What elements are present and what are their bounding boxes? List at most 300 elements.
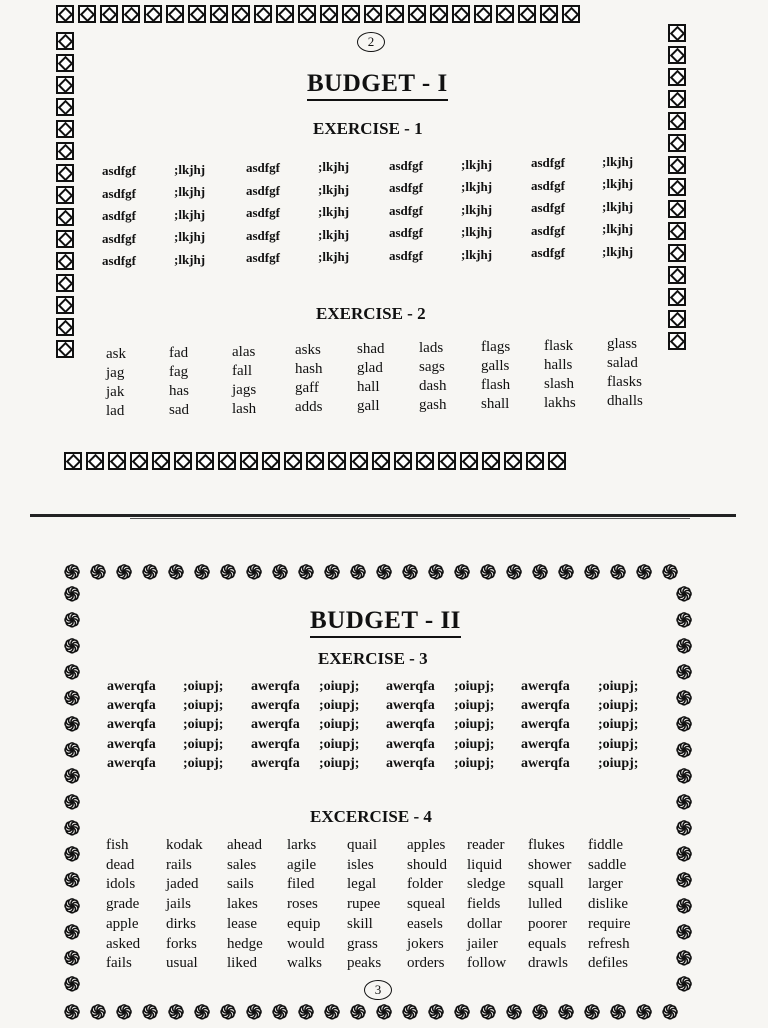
swirl-tile: ֍ bbox=[297, 1000, 315, 1024]
word: ;oiupj; bbox=[319, 717, 360, 733]
swirl-tile: ֍ bbox=[349, 560, 367, 584]
ornament-tile bbox=[438, 452, 456, 470]
word: ;oiupj; bbox=[183, 717, 224, 733]
swirl-tile: ֍ bbox=[479, 1000, 497, 1024]
word: ;oiupj; bbox=[319, 736, 360, 752]
swirl-tile: ֍ bbox=[323, 560, 341, 584]
swirl-tile: ֍ bbox=[349, 1000, 367, 1024]
word: fiddle bbox=[588, 837, 623, 853]
word: ;lkjhj bbox=[602, 221, 634, 237]
word: asdfgf bbox=[102, 230, 136, 246]
word: adds bbox=[295, 399, 323, 416]
word: ;lkjhj bbox=[318, 159, 350, 175]
word: awerqfa bbox=[521, 698, 570, 714]
word: fields bbox=[467, 896, 501, 913]
word: awerqfa bbox=[251, 755, 300, 771]
ornament-tile bbox=[386, 5, 404, 23]
word: asdfgf bbox=[389, 247, 423, 263]
ornament-tile bbox=[196, 452, 214, 470]
ornament-tile bbox=[56, 76, 74, 94]
ornament-tile bbox=[306, 452, 324, 470]
swirl-tile: ֍ bbox=[63, 816, 81, 840]
ornament-tile bbox=[668, 310, 686, 328]
word: defiles bbox=[588, 955, 628, 972]
word: ;lkjhj bbox=[461, 224, 493, 239]
ornament-tile bbox=[276, 5, 294, 23]
word: lash bbox=[232, 400, 257, 417]
ornament-tile bbox=[416, 452, 434, 470]
word: sales bbox=[227, 856, 257, 873]
ornament-tile bbox=[668, 112, 686, 130]
ornament-tile bbox=[394, 452, 412, 470]
word: ;lkjhj bbox=[318, 226, 350, 242]
word: asdfgf bbox=[531, 222, 565, 238]
word: fag bbox=[169, 363, 189, 380]
word: asdfgf bbox=[246, 250, 280, 266]
ornament-tile bbox=[56, 5, 74, 23]
swirl-tile: ֍ bbox=[271, 560, 289, 584]
word: lakes bbox=[227, 896, 258, 913]
swirl-tile: ֍ bbox=[531, 560, 549, 584]
exercise-3-title: EXERCISE - 3 bbox=[318, 649, 428, 668]
ornament-tile bbox=[56, 318, 74, 336]
word: awerqfa bbox=[107, 755, 156, 771]
ornament-tile bbox=[56, 32, 74, 50]
word: awerqfa bbox=[386, 679, 435, 694]
ornament-tile bbox=[668, 244, 686, 262]
word: awerqfa bbox=[107, 717, 156, 733]
word: awerqfa bbox=[521, 679, 570, 694]
word: has bbox=[169, 382, 189, 399]
swirl-tile: ֍ bbox=[219, 560, 237, 584]
swirl-tile: ֍ bbox=[635, 560, 653, 584]
word: salad bbox=[607, 355, 638, 372]
swirl-tile: ֍ bbox=[609, 1000, 627, 1024]
word: awerqfa bbox=[386, 698, 435, 714]
word: awerqfa bbox=[521, 755, 570, 771]
ornament-tile bbox=[668, 46, 686, 64]
swirl-tile: ֍ bbox=[675, 920, 693, 944]
word: ;oiupj; bbox=[319, 698, 360, 714]
word: asdfgf bbox=[389, 157, 423, 173]
swirl-tile: ֍ bbox=[661, 560, 679, 584]
swirl-tile: ֍ bbox=[323, 1000, 341, 1024]
word: asdfgf bbox=[389, 202, 423, 218]
ornament-tile bbox=[56, 340, 74, 358]
word: liked bbox=[227, 955, 257, 972]
page-divider-shadow bbox=[130, 518, 690, 519]
ornament-tile bbox=[100, 5, 118, 23]
ornament-tile bbox=[342, 5, 360, 23]
swirl-tile: ֍ bbox=[479, 560, 497, 584]
ornament-tile bbox=[78, 5, 96, 23]
word: asdfgf bbox=[389, 180, 423, 196]
word: grade bbox=[106, 896, 140, 913]
swirl-tile: ֍ bbox=[63, 790, 81, 814]
ornament-tile bbox=[298, 5, 316, 23]
swirl-tile: ֍ bbox=[675, 608, 693, 632]
word: quail bbox=[347, 837, 377, 853]
ornament-tile bbox=[474, 5, 492, 23]
swirl-tile: ֍ bbox=[89, 560, 107, 584]
word: drawls bbox=[528, 955, 568, 972]
swirl-tile: ֍ bbox=[675, 868, 693, 892]
word: lads bbox=[419, 340, 444, 356]
swirl-tile: ֍ bbox=[583, 560, 601, 584]
ornament-tile bbox=[668, 90, 686, 108]
word: awerqfa bbox=[521, 736, 570, 752]
ornament-tile bbox=[562, 5, 580, 23]
word: agile bbox=[287, 856, 317, 873]
ornament-tile bbox=[240, 452, 258, 470]
word: sails bbox=[227, 876, 254, 893]
word: ahead bbox=[227, 837, 262, 853]
swirl-tile: ֍ bbox=[63, 972, 81, 996]
swirl-tile: ֍ bbox=[401, 1000, 419, 1024]
word: legal bbox=[347, 876, 377, 893]
ornament-tile bbox=[518, 5, 536, 23]
ornament-tile bbox=[188, 5, 206, 23]
word: hall bbox=[357, 379, 380, 396]
word: skill bbox=[347, 915, 373, 932]
word: ;lkjhj bbox=[602, 176, 634, 192]
word: dollar bbox=[467, 915, 502, 932]
swirl-tile: ֍ bbox=[557, 560, 575, 584]
word: flasks bbox=[607, 374, 642, 391]
swirl-tile: ֍ bbox=[63, 560, 81, 584]
word: jailer bbox=[467, 935, 498, 952]
ornament-tile bbox=[122, 5, 140, 23]
exercise-2-title: EXERCISE - 2 bbox=[316, 304, 426, 323]
word: ;oiupj; bbox=[454, 755, 495, 771]
ornament-tile bbox=[262, 452, 280, 470]
word: slash bbox=[544, 375, 574, 392]
word: asdfgf bbox=[389, 225, 423, 241]
word: refresh bbox=[588, 935, 630, 952]
page-number: 2 bbox=[357, 32, 385, 52]
word: ;lkjhj bbox=[461, 201, 493, 217]
word: shad bbox=[357, 341, 385, 358]
swirl-tile: ֍ bbox=[661, 1000, 679, 1024]
swirl-tile: ֍ bbox=[141, 560, 159, 584]
page-number: 3 bbox=[364, 980, 392, 1000]
word: awerqfa bbox=[251, 679, 300, 694]
ornament-tile bbox=[56, 54, 74, 72]
word: ;oiupj; bbox=[319, 679, 360, 694]
word: asdfgf bbox=[102, 208, 136, 223]
word: galls bbox=[481, 357, 510, 374]
word: equip bbox=[287, 915, 321, 932]
swirl-tile: ֍ bbox=[63, 920, 81, 944]
ornament-tile bbox=[668, 24, 686, 42]
ornament-tile bbox=[496, 5, 514, 23]
word: follow bbox=[467, 955, 507, 972]
word: awerqfa bbox=[107, 679, 156, 694]
word: gash bbox=[419, 397, 447, 413]
swirl-tile: ֍ bbox=[675, 894, 693, 918]
swirl-tile: ֍ bbox=[609, 560, 627, 584]
swirl-tile: ֍ bbox=[505, 560, 523, 584]
word: ;oiupj; bbox=[454, 679, 495, 694]
word: ;lkjhj bbox=[318, 249, 350, 265]
word: sags bbox=[419, 359, 445, 375]
word: awerqfa bbox=[251, 717, 300, 733]
word: asdfgf bbox=[531, 245, 565, 261]
word: jaded bbox=[166, 876, 199, 893]
ornament-tile bbox=[668, 156, 686, 174]
word: asdfgf bbox=[246, 227, 280, 243]
swirl-tile: ֍ bbox=[141, 1000, 159, 1024]
word: ;oiupj; bbox=[183, 755, 224, 771]
word: asdfgf bbox=[246, 160, 280, 176]
word: filed bbox=[287, 876, 315, 893]
ornament-tile bbox=[284, 452, 302, 470]
word: sledge bbox=[467, 876, 506, 893]
word: saddle bbox=[588, 856, 627, 873]
swirl-tile: ֍ bbox=[401, 560, 419, 584]
swirl-tile: ֍ bbox=[675, 712, 693, 736]
word: glass bbox=[607, 336, 637, 353]
word: ;oiupj; bbox=[183, 736, 224, 752]
swirl-tile: ֍ bbox=[427, 1000, 445, 1024]
swirl-tile: ֍ bbox=[63, 608, 81, 632]
word: fish bbox=[106, 837, 129, 853]
word: halls bbox=[544, 356, 573, 373]
word: ask bbox=[106, 346, 126, 362]
ornament-tile bbox=[166, 5, 184, 23]
swirl-tile: ֍ bbox=[583, 1000, 601, 1024]
ornament-tile bbox=[668, 200, 686, 218]
word: awerqfa bbox=[251, 698, 300, 714]
word: ;lkjhj bbox=[174, 184, 206, 200]
exercise-1-title: EXERCISE - 1 bbox=[313, 119, 423, 138]
swirl-tile: ֍ bbox=[427, 560, 445, 584]
word: asks bbox=[295, 342, 321, 359]
swirl-tile: ֍ bbox=[675, 634, 693, 658]
ornament-tile bbox=[668, 332, 686, 350]
word: gaff bbox=[295, 380, 319, 397]
swirl-tile: ֍ bbox=[271, 1000, 289, 1024]
word: idols bbox=[106, 876, 136, 893]
swirl-tile: ֍ bbox=[245, 1000, 263, 1024]
word: ;oiupj; bbox=[183, 679, 224, 694]
ornament-tile bbox=[56, 274, 74, 292]
word: hash bbox=[295, 361, 323, 378]
swirl-tile: ֍ bbox=[63, 634, 81, 658]
swirl-tile: ֍ bbox=[167, 1000, 185, 1024]
swirl-border-left bbox=[62, 584, 88, 1000]
word: ;oiupj; bbox=[183, 698, 224, 714]
word: asdfgf bbox=[531, 155, 565, 171]
ornament-tile bbox=[174, 452, 192, 470]
swirl-tile: ֍ bbox=[63, 660, 81, 684]
ornament-tile bbox=[108, 452, 126, 470]
ornament-tile bbox=[350, 452, 368, 470]
word: fad bbox=[169, 344, 189, 361]
swirl-tile: ֍ bbox=[675, 764, 693, 788]
word: ;lkjhj bbox=[602, 243, 634, 259]
word: ;oiupj; bbox=[598, 755, 639, 771]
word: awerqfa bbox=[521, 717, 570, 733]
ornament-tile bbox=[668, 266, 686, 284]
ornament-tile bbox=[504, 452, 522, 470]
word: ;oiupj; bbox=[598, 698, 639, 714]
swirl-tile: ֍ bbox=[63, 764, 81, 788]
swirl-tile: ֍ bbox=[453, 560, 471, 584]
ornament-tile bbox=[668, 178, 686, 196]
word: ;oiupj; bbox=[454, 698, 495, 714]
ornament-tile bbox=[668, 134, 686, 152]
word: asdfgf bbox=[246, 182, 280, 198]
swirl-tile: ֍ bbox=[63, 946, 81, 970]
word: ;lkjhj bbox=[174, 206, 206, 222]
word: lease bbox=[227, 915, 257, 932]
ornament-tile bbox=[548, 452, 566, 470]
word: rails bbox=[166, 856, 192, 873]
swirl-tile: ֍ bbox=[297, 560, 315, 584]
swirl-tile: ֍ bbox=[675, 842, 693, 866]
word: ;oiupj; bbox=[454, 736, 495, 752]
word: forks bbox=[166, 935, 197, 952]
word: larks bbox=[287, 837, 317, 853]
swirl-tile: ֍ bbox=[375, 560, 393, 584]
word: sad bbox=[169, 401, 189, 418]
swirl-tile: ֍ bbox=[531, 1000, 549, 1024]
ornament-tile bbox=[64, 452, 82, 470]
word: hedge bbox=[227, 935, 263, 952]
word: asdfgf bbox=[102, 185, 136, 201]
word: ;lkjhj bbox=[318, 204, 350, 220]
word: jails bbox=[166, 896, 191, 913]
word: dhalls bbox=[607, 393, 643, 410]
word: would bbox=[287, 935, 325, 952]
swirl-tile: ֍ bbox=[63, 686, 81, 710]
ornament-tile bbox=[56, 164, 74, 182]
ornament-tile bbox=[210, 5, 228, 23]
swirl-tile: ֍ bbox=[675, 686, 693, 710]
word: fails bbox=[106, 955, 132, 972]
word: ;lkjhj bbox=[602, 153, 634, 169]
ornament-border-right bbox=[668, 24, 690, 354]
word: grass bbox=[347, 935, 378, 952]
word: kodak bbox=[166, 837, 203, 853]
word: isles bbox=[347, 856, 374, 873]
ornament-tile bbox=[56, 252, 74, 270]
ornament-tile bbox=[144, 5, 162, 23]
ornament-tile bbox=[56, 296, 74, 314]
word: jags bbox=[232, 381, 257, 398]
ornament-border-top bbox=[56, 5, 584, 27]
swirl-tile: ֍ bbox=[675, 582, 693, 606]
ornament-tile bbox=[372, 452, 390, 470]
word: lulled bbox=[528, 896, 563, 913]
word: peaks bbox=[347, 955, 382, 972]
word: roses bbox=[287, 896, 318, 913]
ornament-tile bbox=[56, 208, 74, 226]
word: poorer bbox=[528, 915, 568, 932]
word: ;lkjhj bbox=[174, 251, 206, 267]
swirl-tile: ֍ bbox=[635, 1000, 653, 1024]
ornament-tile bbox=[218, 452, 236, 470]
swirl-tile: ֍ bbox=[505, 1000, 523, 1024]
word: liquid bbox=[467, 856, 503, 873]
ornament-tile bbox=[668, 288, 686, 306]
ornament-tile bbox=[254, 5, 272, 23]
word: ;lkjhj bbox=[461, 179, 493, 194]
ornament-tile bbox=[56, 186, 74, 204]
word: awerqfa bbox=[386, 717, 435, 733]
word: ;lkjhj bbox=[318, 181, 350, 197]
word: alas bbox=[232, 343, 256, 360]
swirl-tile: ֍ bbox=[63, 582, 81, 606]
page-divider bbox=[30, 514, 736, 517]
swirl-tile: ֍ bbox=[675, 790, 693, 814]
swirl-tile: ֍ bbox=[675, 816, 693, 840]
ornament-tile bbox=[56, 142, 74, 160]
swirl-border-top bbox=[62, 562, 686, 588]
word: ;oiupj; bbox=[454, 717, 495, 733]
word: jokers bbox=[407, 935, 444, 952]
word: flags bbox=[481, 338, 511, 355]
ornament-tile bbox=[452, 5, 470, 23]
word: ;oiupj; bbox=[598, 736, 639, 752]
swirl-tile: ֍ bbox=[63, 894, 81, 918]
word: apple bbox=[106, 915, 139, 932]
swirl-tile: ֍ bbox=[675, 972, 693, 996]
swirl-tile: ֍ bbox=[63, 712, 81, 736]
swirl-tile: ֍ bbox=[115, 1000, 133, 1024]
word: dislike bbox=[588, 896, 628, 913]
word: asdfgf bbox=[531, 200, 565, 216]
word: ;oiupj; bbox=[598, 717, 639, 733]
word: shower bbox=[528, 856, 572, 873]
word: jak bbox=[106, 384, 125, 400]
ornament-tile bbox=[56, 98, 74, 116]
word: shall bbox=[481, 395, 510, 412]
word: lad bbox=[106, 403, 125, 419]
ornament-tile bbox=[668, 68, 686, 86]
word: usual bbox=[166, 955, 198, 972]
word: asdfgf bbox=[102, 163, 136, 178]
word: require bbox=[588, 915, 631, 932]
swirl-tile: ֍ bbox=[63, 738, 81, 762]
ornament-tile bbox=[668, 222, 686, 240]
word: reader bbox=[467, 837, 505, 853]
ornament-tile bbox=[328, 452, 346, 470]
swirl-tile: ֍ bbox=[115, 560, 133, 584]
word: asdfgf bbox=[531, 177, 565, 193]
word: glad bbox=[357, 360, 383, 377]
word: ;lkjhj bbox=[602, 198, 634, 214]
word: equals bbox=[528, 935, 567, 952]
ornament-tile bbox=[56, 230, 74, 248]
budget-title: BUDGET - I bbox=[307, 70, 448, 101]
word: flash bbox=[481, 376, 511, 393]
word: fall bbox=[232, 362, 252, 379]
swirl-border-right bbox=[674, 584, 700, 1000]
ornament-tile bbox=[460, 452, 478, 470]
budget-title: BUDGET - II bbox=[310, 607, 461, 638]
swirl-tile: ֍ bbox=[675, 660, 693, 684]
swirl-tile: ֍ bbox=[89, 1000, 107, 1024]
ornament-border-bottom bbox=[64, 452, 570, 474]
ornament-tile bbox=[540, 5, 558, 23]
ornament-tile bbox=[408, 5, 426, 23]
ornament-tile bbox=[232, 5, 250, 23]
ornament-tile bbox=[526, 452, 544, 470]
word: flask bbox=[544, 337, 574, 354]
word: ;lkjhj bbox=[461, 156, 493, 172]
